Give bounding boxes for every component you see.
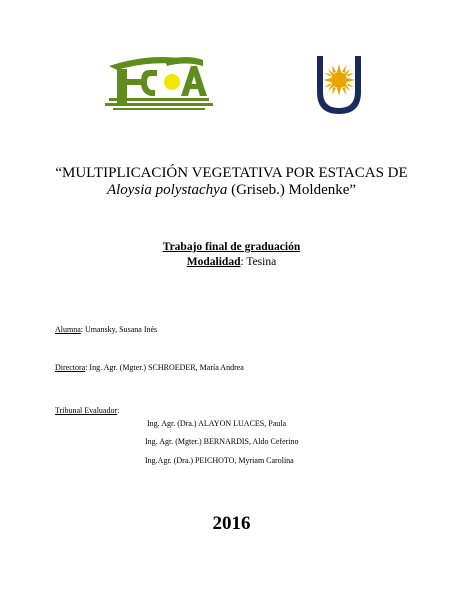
fca-logo	[105, 52, 213, 110]
modality-value: Tesina	[246, 256, 277, 268]
work-type: Trabajo final de graduación	[162, 241, 301, 253]
fca-logo-mark	[105, 52, 213, 110]
title-line-2	[0, 182, 463, 199]
unne-logo-mark	[313, 54, 365, 116]
modality-label: Modalidad	[186, 256, 241, 268]
student-label: Alumna	[55, 325, 81, 334]
work-info	[0, 240, 463, 270]
year: 2016	[212, 513, 251, 534]
modality-separator: :	[240, 256, 244, 268]
tribunal-member-2: Ing. Agr. (Mgter.) BERNARDIS, Aldo Ceferino	[145, 437, 299, 446]
tribunal-separator: :	[117, 406, 120, 415]
director-field	[55, 363, 244, 373]
director-name: : Ing. Agr. (Mgter.) SCHROEDER, María Andrea	[85, 363, 244, 372]
student-field	[55, 325, 157, 335]
thesis-title	[0, 165, 463, 199]
species-authority: (Griseb.) Moldenke”	[231, 182, 357, 198]
modality-line	[0, 255, 463, 270]
director-label: Directora	[55, 363, 86, 372]
student-name: : Umansky, Susana Inés	[80, 325, 158, 334]
tribunal-member-3: Ing.Agr. (Dra.) PEICHOTO, Myriam Carolina	[145, 456, 294, 465]
species-name: Aloysia polystachya	[106, 182, 228, 198]
unne-logo	[313, 54, 365, 116]
tribunal-label: Tribunal Evaluador	[55, 406, 118, 415]
tribunal-heading	[55, 406, 119, 416]
title-line-1: “MULTIPLICACIÓN VEGETATIVA POR ESTACAS DE	[55, 165, 408, 181]
tribunal-member-1: Ing. Agr. (Dra.) ALAYON LUACES, Paula	[147, 419, 287, 428]
